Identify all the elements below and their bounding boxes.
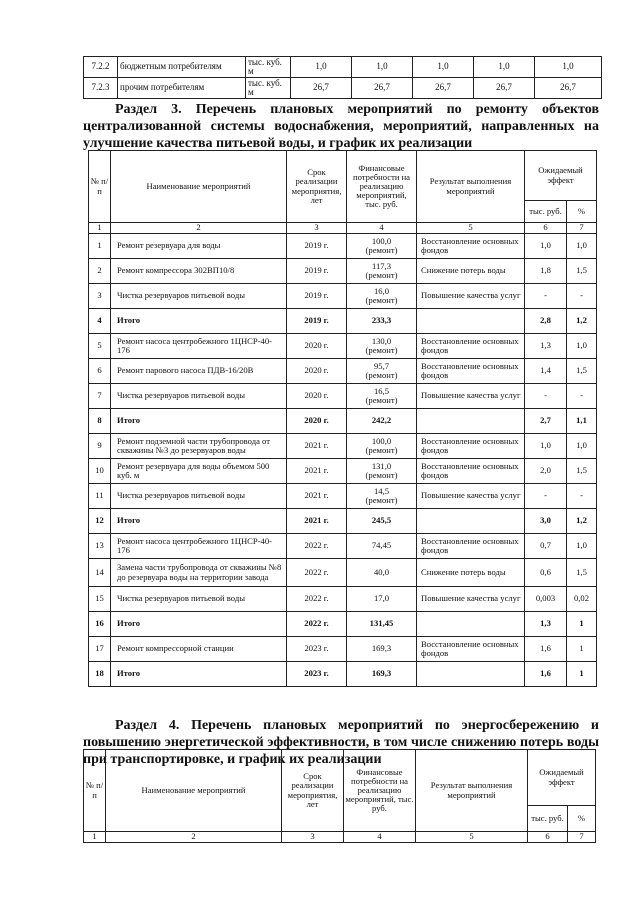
cell-effect-rub: 0,003: [525, 587, 567, 612]
finance-note: (ремонт): [365, 245, 398, 255]
finance-value: 131,45: [369, 618, 394, 629]
table-row: [89, 284, 597, 309]
cell-value: 26,7: [352, 78, 413, 99]
cell-name: Ремонт парового насоса ПДВ-16/20В: [111, 359, 287, 384]
header-effect: Ожидаемый эффект: [525, 151, 597, 201]
cell-finance: [347, 587, 417, 612]
cell-effect-pct: 1,5: [567, 259, 597, 284]
cell-finance: [347, 384, 417, 409]
header4-name: Наименование мероприятий: [106, 750, 282, 832]
cell-effect-pct: 1,0: [567, 234, 597, 259]
cell-effect-pct: 1,0: [567, 534, 597, 559]
finance-note: (ремонт): [365, 295, 398, 305]
column-index: 6: [525, 223, 567, 234]
cell-result: [417, 409, 525, 434]
cell-name: Чистка резервуаров питьевой воды: [111, 587, 287, 612]
header4-finance: Финансовые потребности на реализацию мероприятий, тыс. руб.: [344, 750, 416, 832]
cell-num: 7: [89, 384, 111, 409]
column-index: 1: [84, 832, 106, 843]
cell-num: 10: [89, 459, 111, 484]
cell-effect-pct: 1,1: [567, 409, 597, 434]
column-index: 2: [106, 832, 282, 843]
cell-year: 2023 г.: [287, 637, 347, 662]
header4-effect-pct: %: [568, 806, 596, 832]
cell-effect-rub: 2,7: [525, 409, 567, 434]
top-table: [83, 56, 602, 99]
header4-effect: Ожидаемый эффект: [528, 750, 596, 806]
cell-finance: [347, 334, 417, 359]
cell-num: 16: [89, 612, 111, 637]
column-index: 6: [528, 832, 568, 843]
cell-num: 15: [89, 587, 111, 612]
finance-value: 130,0: [371, 335, 392, 346]
cell-year: 2022 г.: [287, 612, 347, 637]
cell-value: 26,7: [413, 78, 474, 99]
cell-effect-pct: 1,0: [567, 434, 597, 459]
cell-num: 18: [89, 662, 111, 687]
column-index: 2: [111, 223, 287, 234]
cell-name: Ремонт насоса центробежного 1ЦНСР-40-176: [111, 534, 287, 559]
cell-effect-rub: -: [525, 384, 567, 409]
cell-year: 2023 г.: [287, 662, 347, 687]
cell-finance: [347, 509, 417, 534]
table-row: [89, 384, 597, 409]
cell-result: Повышение качества услуг: [417, 587, 525, 612]
cell-effect-pct: 1: [567, 612, 597, 637]
table-row: [89, 309, 597, 334]
cell-num: 1: [89, 234, 111, 259]
cell-name: Ремонт резервуара для воды: [111, 234, 287, 259]
cell-finance: [347, 484, 417, 509]
cell-year: 2019 г.: [287, 259, 347, 284]
cell-num: 11: [89, 484, 111, 509]
header-result: Результат выполнения мероприятий: [417, 151, 525, 223]
header4-effect-rub: тыс. руб.: [528, 806, 568, 832]
table-row: [89, 259, 597, 284]
cell-finance: [347, 534, 417, 559]
table-row: [89, 509, 597, 534]
header4-num: № п/п: [84, 750, 106, 832]
cell-name: прочим потребителям: [118, 78, 246, 99]
top-table-row: [84, 78, 602, 99]
finance-value: 16,5: [373, 385, 390, 396]
cell-name: Ремонт резервуара для воды объемом 500 куб. м: [111, 459, 287, 484]
cell-name: Итого: [111, 612, 287, 637]
cell-result: Восстановление основных фондов: [417, 637, 525, 662]
finance-value: 95,7: [373, 360, 390, 371]
column-index: 3: [287, 223, 347, 234]
header-term: Срок реализации мероприятия, лет: [287, 151, 347, 223]
cell-effect-pct: 1,2: [567, 509, 597, 534]
finance-note: (ремонт): [365, 345, 398, 355]
finance-value: 40,0: [373, 566, 390, 577]
cell-year: 2020 г.: [287, 409, 347, 434]
cell-year: 2021 г.: [287, 484, 347, 509]
cell-result: [417, 662, 525, 687]
cell-result: Восстановление основных фондов: [417, 234, 525, 259]
cell-result: [417, 509, 525, 534]
table-row: [89, 234, 597, 259]
table-row: [89, 612, 597, 637]
finance-value: 16,0: [373, 285, 390, 296]
cell-effect-pct: 1,5: [567, 459, 597, 484]
cell-num: 9: [89, 434, 111, 459]
cell-result: [417, 612, 525, 637]
cell-effect-pct: 1,5: [567, 559, 597, 587]
finance-value: 14,5: [373, 485, 390, 496]
cell-finance: [347, 612, 417, 637]
cell-num: 6: [89, 359, 111, 384]
cell-name: Ремонт компрессора 302ВП10/8: [111, 259, 287, 284]
cell-name: Ремонт насоса центробежного 1ЦНСР-40-176: [111, 334, 287, 359]
header-effect-rub: тыс. руб.: [525, 201, 567, 223]
cell-finance: [347, 459, 417, 484]
column-index: 1: [89, 223, 111, 234]
finance-note: (ремонт): [365, 270, 398, 280]
table-row: [89, 459, 597, 484]
cell-effect-rub: 1,8: [525, 259, 567, 284]
cell-finance: [347, 284, 417, 309]
cell-effect-pct: -: [567, 484, 597, 509]
cell-effect-rub: -: [525, 484, 567, 509]
cell-result: Снижение потерь воды: [417, 259, 525, 284]
finance-value: 245,5: [371, 515, 392, 526]
cell-effect-pct: 1,2: [567, 309, 597, 334]
cell-result: Повышение качества услуг: [417, 384, 525, 409]
cell-name: Чистка резервуаров питьевой воды: [111, 484, 287, 509]
finance-value: 169,3: [371, 643, 392, 654]
cell-effect-rub: 1,6: [525, 637, 567, 662]
cell-effect-pct: 1: [567, 662, 597, 687]
header4-result: Результат выполнения мероприятий: [416, 750, 528, 832]
table-row: [89, 587, 597, 612]
cell-effect-rub: 2,8: [525, 309, 567, 334]
cell-effect-rub: 1,0: [525, 234, 567, 259]
cell-result: [417, 309, 525, 334]
finance-value: 17,0: [373, 593, 390, 604]
column-index: 7: [567, 223, 597, 234]
cell-year: 2021 г.: [287, 509, 347, 534]
cell-name: Итого: [111, 409, 287, 434]
finance-value: 131,0: [371, 460, 392, 471]
cell-num: 13: [89, 534, 111, 559]
finance-value: 100,0: [371, 435, 392, 446]
finance-value: 242,2: [371, 415, 392, 426]
cell-num: 7.2.2: [84, 57, 118, 78]
top-table-row: [84, 57, 602, 78]
cell-name: Ремонт подземной части трубопровода от скважины №3 до резервуаров воды: [111, 434, 287, 459]
cell-num: 4: [89, 309, 111, 334]
section4-table: [83, 749, 596, 843]
cell-value: 1,0: [291, 57, 352, 78]
cell-num: 14: [89, 559, 111, 587]
cell-effect-pct: 1: [567, 637, 597, 662]
cell-result: Восстановление основных фондов: [417, 534, 525, 559]
table-row: [89, 484, 597, 509]
cell-finance: [347, 559, 417, 587]
cell-year: 2020 г.: [287, 384, 347, 409]
finance-value: 233,3: [371, 315, 392, 326]
cell-result: Восстановление основных фондов: [417, 334, 525, 359]
finance-value: 100,0: [371, 235, 392, 246]
finance-note: (ремонт): [365, 445, 398, 455]
finance-note: (ремонт): [365, 370, 398, 380]
cell-value: 1,0: [413, 57, 474, 78]
section3-table: [88, 150, 597, 687]
column-index: 7: [568, 832, 596, 843]
header4-term: Срок реализации мероприятия, лет: [282, 750, 344, 832]
cell-result: Повышение качества услуг: [417, 284, 525, 309]
table-row: [89, 637, 597, 662]
column-index: 5: [416, 832, 528, 843]
cell-year: 2021 г.: [287, 434, 347, 459]
cell-name: Ремонт компрессорной станции: [111, 637, 287, 662]
finance-value: 74,45: [371, 540, 392, 551]
cell-num: 5: [89, 334, 111, 359]
cell-year: 2022 г.: [287, 559, 347, 587]
table-row: [89, 434, 597, 459]
cell-year: 2019 г.: [287, 284, 347, 309]
cell-year: 2020 г.: [287, 359, 347, 384]
cell-result: Повышение качества услуг: [417, 484, 525, 509]
cell-result: Восстановление основных фондов: [417, 459, 525, 484]
cell-num: 2: [89, 259, 111, 284]
cell-num: 7.2.3: [84, 78, 118, 99]
table-row: [89, 662, 597, 687]
cell-unit: тыс. куб. м: [246, 78, 291, 99]
cell-finance: [347, 637, 417, 662]
cell-name: Итого: [111, 309, 287, 334]
header-name: Наименование мероприятий: [111, 151, 287, 223]
cell-result: Восстановление основных фондов: [417, 359, 525, 384]
cell-finance: [347, 259, 417, 284]
cell-effect-rub: 1,0: [525, 434, 567, 459]
cell-effect-rub: 0,6: [525, 559, 567, 587]
cell-name: Чистка резервуаров питьевой воды: [111, 284, 287, 309]
cell-year: 2022 г.: [287, 534, 347, 559]
header-effect-pct: %: [567, 201, 597, 223]
cell-num: 17: [89, 637, 111, 662]
cell-effect-rub: 1,4: [525, 359, 567, 384]
cell-finance: [347, 234, 417, 259]
cell-effect-rub: 2,0: [525, 459, 567, 484]
cell-unit: тыс. куб. м: [246, 57, 291, 78]
cell-year: 2019 г.: [287, 234, 347, 259]
cell-effect-rub: 1,3: [525, 334, 567, 359]
cell-name: Итого: [111, 509, 287, 534]
table-row: [89, 359, 597, 384]
column-index: 5: [417, 223, 525, 234]
section3-heading: Раздел 3. Перечень плановых мероприятий по ремонту объектов централизованной системы водоснабжения, мероприятий, направленных на улучшение качества питьевой воды, и график их реализации: [83, 102, 599, 151]
cell-name: Замена части трубопровода от скважины №8 до резервуара воды на территории завода: [111, 559, 287, 587]
cell-effect-pct: -: [567, 384, 597, 409]
cell-name: Итого: [111, 662, 287, 687]
cell-effect-pct: 1,5: [567, 359, 597, 384]
cell-result: Восстановление основных фондов: [417, 434, 525, 459]
cell-effect-rub: 1,6: [525, 662, 567, 687]
cell-num: 3: [89, 284, 111, 309]
cell-year: 2022 г.: [287, 587, 347, 612]
cell-effect-rub: 0,7: [525, 534, 567, 559]
finance-value: 117,3: [371, 260, 392, 271]
cell-effect-rub: -: [525, 284, 567, 309]
finance-value: 169,3: [371, 668, 392, 679]
table-row: [89, 334, 597, 359]
section4-heading: Раздел 4. Перечень плановых мероприятий по энергосбережению и повышению энергетической эффективности, в том числе снижению потерь воды при транспортировке, и график их реализации: [83, 718, 600, 767]
cell-year: 2020 г.: [287, 334, 347, 359]
finance-note: (ремонт): [365, 470, 398, 480]
header-finance: Финансовые потребности на реализацию мероприятий, тыс. руб.: [347, 151, 417, 223]
column-index: 4: [344, 832, 416, 843]
cell-effect-pct: -: [567, 284, 597, 309]
cell-finance: [347, 409, 417, 434]
cell-year: 2021 г.: [287, 459, 347, 484]
cell-effect-pct: 0,02: [567, 587, 597, 612]
table-row: [89, 409, 597, 434]
cell-year: 2019 г.: [287, 309, 347, 334]
cell-value: 1,0: [474, 57, 535, 78]
cell-num: 12: [89, 509, 111, 534]
cell-finance: [347, 434, 417, 459]
column-index: 3: [282, 832, 344, 843]
cell-value: 26,7: [535, 78, 602, 99]
cell-value: 26,7: [291, 78, 352, 99]
cell-effect-pct: 1,0: [567, 334, 597, 359]
cell-finance: [347, 662, 417, 687]
cell-effect-rub: 1,3: [525, 612, 567, 637]
finance-note: (ремонт): [365, 395, 398, 405]
cell-effect-rub: 3,0: [525, 509, 567, 534]
cell-name: Чистка резервуаров питьевой воды: [111, 384, 287, 409]
table-row: [89, 559, 597, 587]
table-row: [89, 534, 597, 559]
cell-value: 1,0: [352, 57, 413, 78]
cell-finance: [347, 309, 417, 334]
header-num: № п/п: [89, 151, 111, 223]
cell-finance: [347, 359, 417, 384]
cell-name: бюджетным потребителям: [118, 57, 246, 78]
cell-value: 26,7: [474, 78, 535, 99]
finance-note: (ремонт): [365, 495, 398, 505]
cell-value: 1,0: [535, 57, 602, 78]
column-index: 4: [347, 223, 417, 234]
cell-result: Снижение потерь воды: [417, 559, 525, 587]
cell-num: 8: [89, 409, 111, 434]
